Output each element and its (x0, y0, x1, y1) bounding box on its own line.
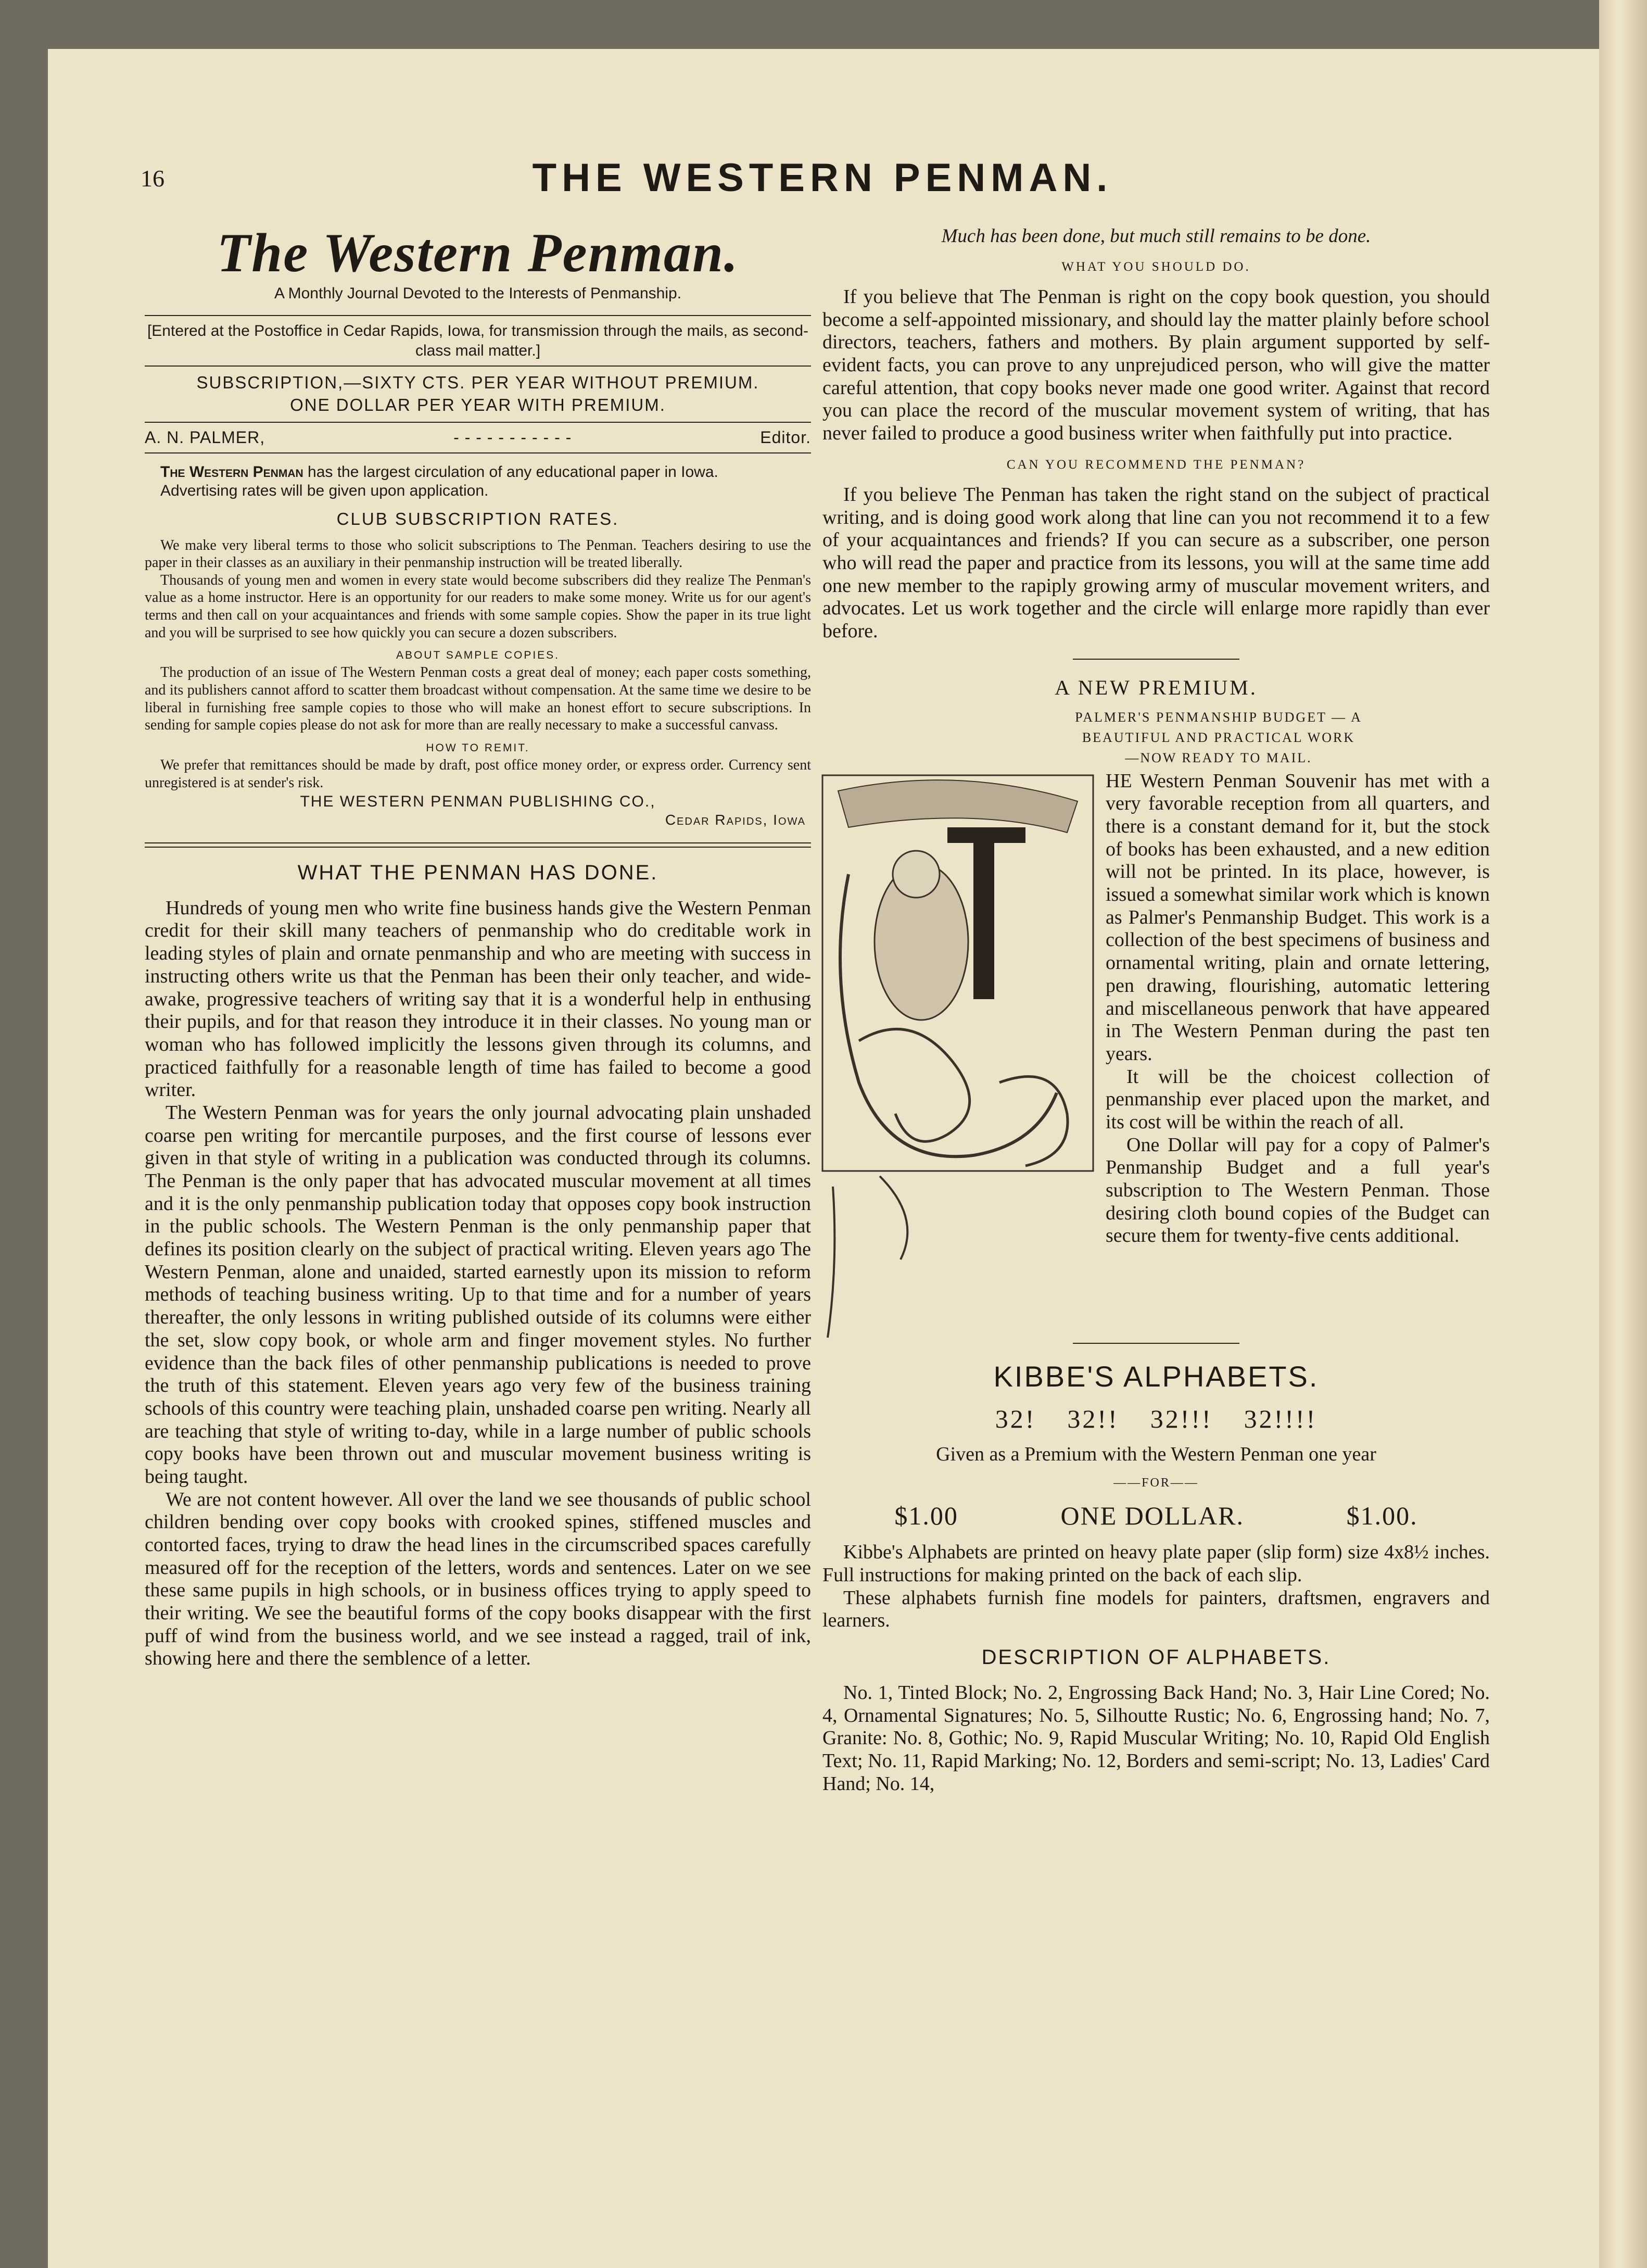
price-middle: ONE DOLLAR. (1060, 1501, 1245, 1531)
editor-name: A. N. PALMER, (145, 428, 265, 447)
premium-sub-line-3: —NOW READY TO MAIL. (1125, 750, 1312, 765)
sample-paragraph: The production of an issue of The Western Penman costs a great deal of money; each paper costs something, and its publishers cannot afford to scatter them broadcast without compensation. At the same time we desire to be liberal in furnishing free sample copies to those who will make an honest effort to secure subscriptions. In sending for sample copies please do not ask for more than are really necessary to make a successful canvass. (145, 664, 811, 734)
should-do-heading: WHAT YOU SHOULD DO. (1061, 260, 1251, 274)
penman-done-paragraph-1: Hundreds of young men who write fine business hands give the Western Penman credit for their skill many teachers of penmanship who do creditable work in leading styles of plain and ornate penmanship and who are meeting with success in instructing others write us that the Penman has been their only teacher, and wide-awake, progressive teachers of writing say that it is a wonderful help in enthusing their pupils, and for that reason they introduce it in their classes. No young man or woman who has followed implicitly the lessons given through its columns, and practiced faithfully for a reasonable length of time has failed to become a good writer. (145, 897, 811, 1101)
short-divider (1073, 1343, 1239, 1344)
italic-remark: Much has been done, but much still remains to be done. (941, 225, 1371, 247)
sample-heading: ABOUT SAMPLE COPIES. (396, 649, 560, 662)
club-paragraph-1: We make very liberal terms to those who solicit subscriptions to The Penman. Teachers desiring to use the paper in their classes as an auxiliary in their penmanship instruction will be treated liberally. (145, 537, 811, 571)
premium-paragraph-2: It will be the choicest collection of penmanship ever placed upon the market, and its cost will be within the reach of all. (1106, 1065, 1490, 1133)
journal-subtitle: A Monthly Journal Devoted to the Interests of Penmanship. (274, 285, 682, 303)
editor-title: Editor. (760, 428, 811, 447)
premium-article (822, 770, 1490, 1248)
club-paragraph-2: Thousands of young men and women in every state would become subscribers did they realize The Penman's value as a home instructor. Here is an opportunity for our readers to make some money. Write us for our agent's terms and then call on your acquaintances and friends with some sample copies. Show the paper in its true light and you will be surprised to see how quickly you can secure a dozen subscribers. (145, 572, 811, 641)
editor-line (145, 428, 811, 447)
subscription-line-1: SUBSCRIPTION,—SIXTY CTS. PER YEAR WITHOUT PREMIUM. (196, 373, 759, 393)
right-column (822, 224, 1490, 1796)
kibbe-number: 32!!!! (1244, 1404, 1317, 1433)
remit-heading: HOW TO REMIT. (426, 741, 530, 754)
kibbe-paragraph-2: These alphabets furnish fine models for painters, draftsmen, engravers and learners. (822, 1586, 1490, 1632)
penman-done-article (145, 897, 811, 1670)
circulation-name: The Western Penman (160, 463, 303, 481)
left-column (145, 224, 811, 1670)
divider (145, 315, 811, 316)
journal-title: The Western Penman. (217, 222, 739, 283)
recommend-paragraph: If you believe The Penman has taken the right stand on the subject of practical writing, and is doing good work along that line can you not recommend it to a few of your acquaintances and friends? If you can secure as a subscriber, one person who will read the paper and practice from its lessons, you will at the same time add one new member to the rapiply growing army of muscular movement writers, and advocates. Let us work together and the circle will enlarge more rapidly than ever before. (822, 483, 1490, 642)
premium-paragraph-1: HE Western Penman Souvenir has met with a very favorable reception from all quarters, and there is a constant demand for it, but the stock of books has been exhausted, and a new edition will not be printed. In its place, however, is issued a somewhat similar work which is known as Palmer's Penmanship Budget. This work is a collection of the best specimens of business and ornamental writing, plain and ornate lettering, pen drawing, flourishing, automatic lettering and miscellaneous penwork that have appeared in The Western Penman during the past ten years. (1106, 770, 1490, 1065)
kibbe-given: Given as a Premium with the Western Penman one year (936, 1443, 1376, 1465)
divider (145, 452, 811, 453)
kibbe-number: 32! (995, 1404, 1036, 1433)
description-paragraph: No. 1, Tinted Block; No. 2, Engrossing Back Hand; No. 3, Hair Line Cored; No. 4, Ornamental Signatures; No. 5, Silhoutte Rustic; No. 6, Engrossing hand; No. 7, Granite: No. 8, Gothic; No. 9, Rapid Muscular Writing; No. 10, Rapid Old English Text; No. 11, Rapid Marking; No. 12, Borders and semi-script; No. 13, Ladies' Card Hand; No. 14, (822, 1682, 1490, 1795)
premium-heading: A NEW PREMIUM. (1055, 675, 1258, 699)
notices-block (145, 463, 811, 829)
short-divider (1073, 659, 1239, 660)
premium-paragraph-3: One Dollar will pay for a copy of Palmer's Penmanship Budget and a full year's subscription to The Western Penman. Those desiring cloth bound copies of the Budget can secure them for twenty-five cents additional. (1106, 1133, 1490, 1247)
price-left: $1.00 (894, 1501, 958, 1531)
page-number: 16 (141, 165, 164, 192)
kibbe-number: 32!! (1067, 1404, 1119, 1433)
kibbe-for: ——FOR—— (1113, 1476, 1199, 1490)
publisher-city: Cedar Rapids, Iowa (665, 812, 806, 828)
penman-done-paragraph-3: We are not content however. All over the land we see thousands of public school children bending over copy books with crooked spines, stiffened muscles and contorted faces, trying to draw the head lines in the circumscribed spaces carefully measured off for the reception of the letters, words and sentences. Later on we see these same pupils in high schools, or in business offices trying to apply speed to their writing. We see the beautiful forms of the copy books disappear with the first puff of wind from the business world, and we see instead a ragged, trail of ink, showing here and there the semblence of a letter. (145, 1488, 811, 1670)
kibbe-number: 32!!! (1150, 1404, 1213, 1433)
description-heading: DESCRIPTION OF ALPHABETS. (981, 1646, 1331, 1669)
recommend-heading: CAN YOU RECOMMEND THE PENMAN? (1006, 457, 1306, 472)
advertising-notice: Advertising rates will be given upon application. (160, 482, 489, 500)
kibbe-price-row (843, 1501, 1469, 1531)
kibbe-heading: KIBBE'S ALPHABETS. (993, 1359, 1319, 1393)
should-do-paragraph: If you believe that The Penman is right on the copy book question, you should become a self-appointed missionary, and should lay the matter plainly before school directors, teachers, fathers and mothers. By plain argument supported by self-evident facts, you can prove to any unprejudiced person, who will give the matter careful attention, that copy books never made one good writer. Against that record you can place the record of the muscular movement system of writing, that has never failed to produce a good business writer when faithfully put into practice. (822, 286, 1490, 445)
adjacent-page-edge (1599, 0, 1647, 2268)
kibbe-paragraph-1: Kibbe's Alphabets are printed on heavy plate paper (slip form) size 4x8½ inches. Full instructions for making printed on the back of each slip. (822, 1541, 1490, 1586)
kibbe-numbers (822, 1404, 1490, 1434)
ornamental-initial-t-illustration (817, 770, 1098, 1343)
editor-dots: - - - - - - - - - - - (453, 428, 572, 447)
premium-sub-line-1: PALMER'S PENMANSHIP BUDGET — A (1075, 709, 1362, 725)
divider (145, 366, 811, 367)
recommend-body (822, 484, 1490, 643)
penman-done-paragraph-2: The Western Penman was for years the only journal advocating plain unshaded coarse pen writing for mercantile purposes, and the first course of lessons ever given in that style of writing in a publication was conducted through its columns. The Penman is the only paper that has advocated muscular movement at all times and it is the only penmanship publication today that opposes copy book instruction in the public schools. The Western Penman is the only penmanship paper that defines its position clearly on the subject of practical writing. Eleven years ago The Western Penman, alone and unaided, started earnestly upon its mission to reform methods of teaching business writing. Up to that time and for a number of years thereafter, the only lessons in writing published outside of its columns were either the set, slow copy book, or whole arm and finger movement styles. No further evidence than the back files of other penmanship publications is needed to prove the truth of this statement. Eleven years ago very few of the business training schools of this country were teaching plain, unshaded coarse pen writing. Nearly all are teaching that style of writing to-day, while in a large number of public schools copy books have been thrown out and muscular movement business writing is being taught. (145, 1101, 811, 1488)
premium-sub-line-2: BEAUTIFUL AND PRACTICAL WORK (1082, 729, 1355, 745)
premium-subheading (947, 707, 1490, 768)
entered-notice: [Entered at the Postoffice in Cedar Rapids, Iowa, for transmission through the mails, as second-class mail matter.] (147, 322, 809, 359)
club-heading: CLUB SUBSCRIPTION RATES. (336, 509, 619, 529)
publisher-name: THE WESTERN PENMAN PUBLISHING CO., (300, 793, 656, 811)
masthead: THE WESTERN PENMAN. (532, 156, 1113, 200)
description-body (822, 1682, 1490, 1795)
remit-paragraph: We prefer that remittances should be made by draft, post office money order, or express order. Currency sent unregistered is at sender's risk. (145, 757, 811, 791)
double-divider (145, 842, 811, 848)
should-do-body (822, 286, 1490, 445)
divider (145, 422, 811, 423)
subscription-line-2: ONE DOLLAR PER YEAR WITH PREMIUM. (290, 395, 666, 415)
price-right: $1.00. (1346, 1501, 1418, 1531)
penman-done-heading: WHAT THE PENMAN HAS DONE. (297, 861, 658, 884)
circulation-text: has the largest circulation of any educational paper in Iowa. (308, 463, 718, 481)
kibbe-body (822, 1541, 1490, 1632)
